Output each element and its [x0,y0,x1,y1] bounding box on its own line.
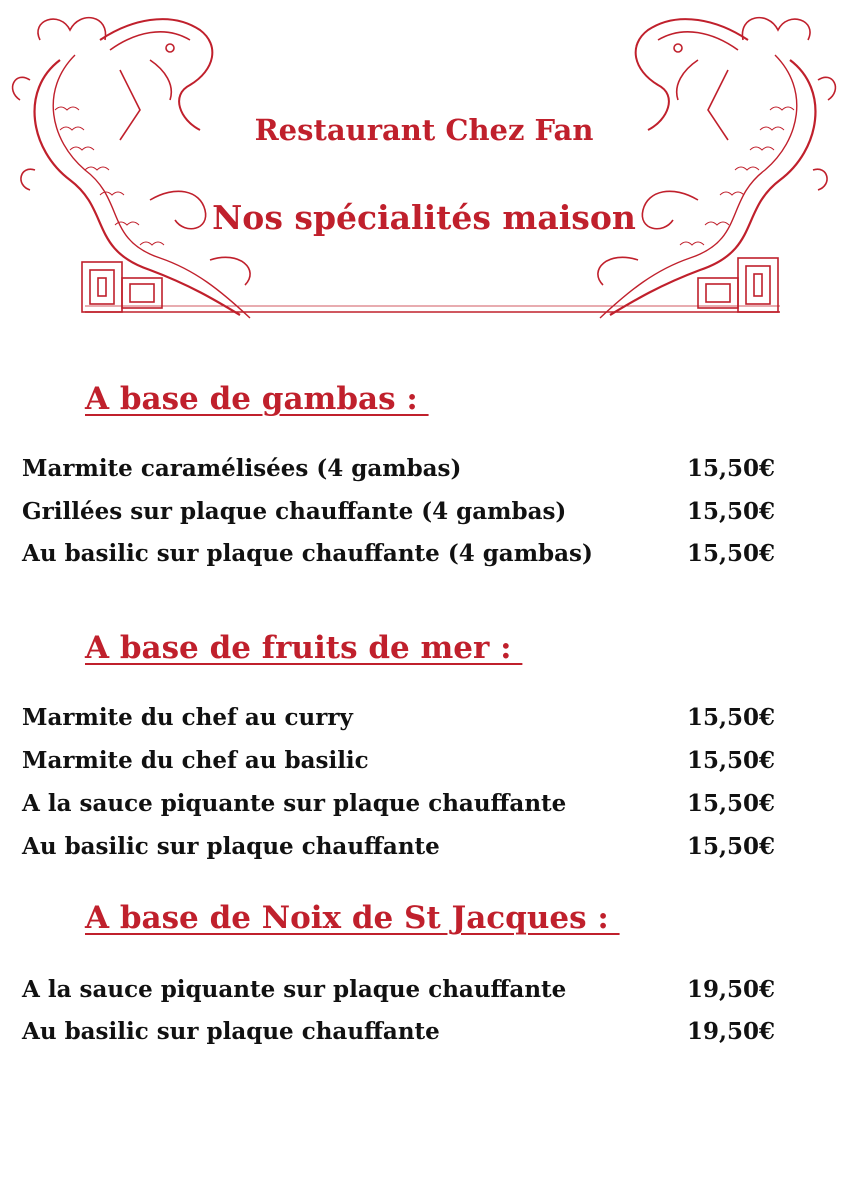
menu-item [22,498,782,532]
menu-item [22,976,782,1010]
section-title-gambas: A base de gambas : [85,381,429,417]
menu-subtitle: Nos spécialités maison [212,198,636,237]
item-price: 15,50€ [687,704,776,731]
item-name: Au basilic sur plaque chauffante [22,833,440,860]
dragon-frame-icon [0,0,848,330]
item-name: A la sauce piquante sur plaque chauffante [22,790,567,817]
item-name: Marmite caramélisées (4 gambas) [22,455,462,482]
item-price: 19,50€ [687,1018,776,1045]
menu-item [22,455,782,489]
menu-header [0,0,848,330]
item-name: Au basilic sur plaque chauffante (4 gambas) [22,540,593,567]
item-price: 15,50€ [687,747,776,774]
item-name: Au basilic sur plaque chauffante [22,1018,440,1045]
item-name: Grillées sur plaque chauffante (4 gambas) [22,498,567,525]
section-title-st-jacques: A base de Noix de St Jacques : [85,900,620,936]
menu-item [22,790,782,824]
item-price: 15,50€ [687,833,776,860]
restaurant-name: Restaurant Chez Fan [254,113,594,147]
item-price: 15,50€ [687,790,776,817]
section-title-fruits-de-mer: A base de fruits de mer : [85,630,523,666]
menu-item [22,1018,782,1052]
item-name: Marmite du chef au basilic [22,747,369,774]
item-price: 15,50€ [687,540,776,567]
item-name: A la sauce piquante sur plaque chauffante [22,976,567,1003]
menu-item [22,747,782,781]
item-name: Marmite du chef au curry [22,704,353,731]
menu-item [22,704,782,738]
menu-item [22,540,782,574]
item-price: 15,50€ [687,498,776,525]
item-price: 15,50€ [687,455,776,482]
menu-item [22,833,782,867]
item-price: 19,50€ [687,976,776,1003]
